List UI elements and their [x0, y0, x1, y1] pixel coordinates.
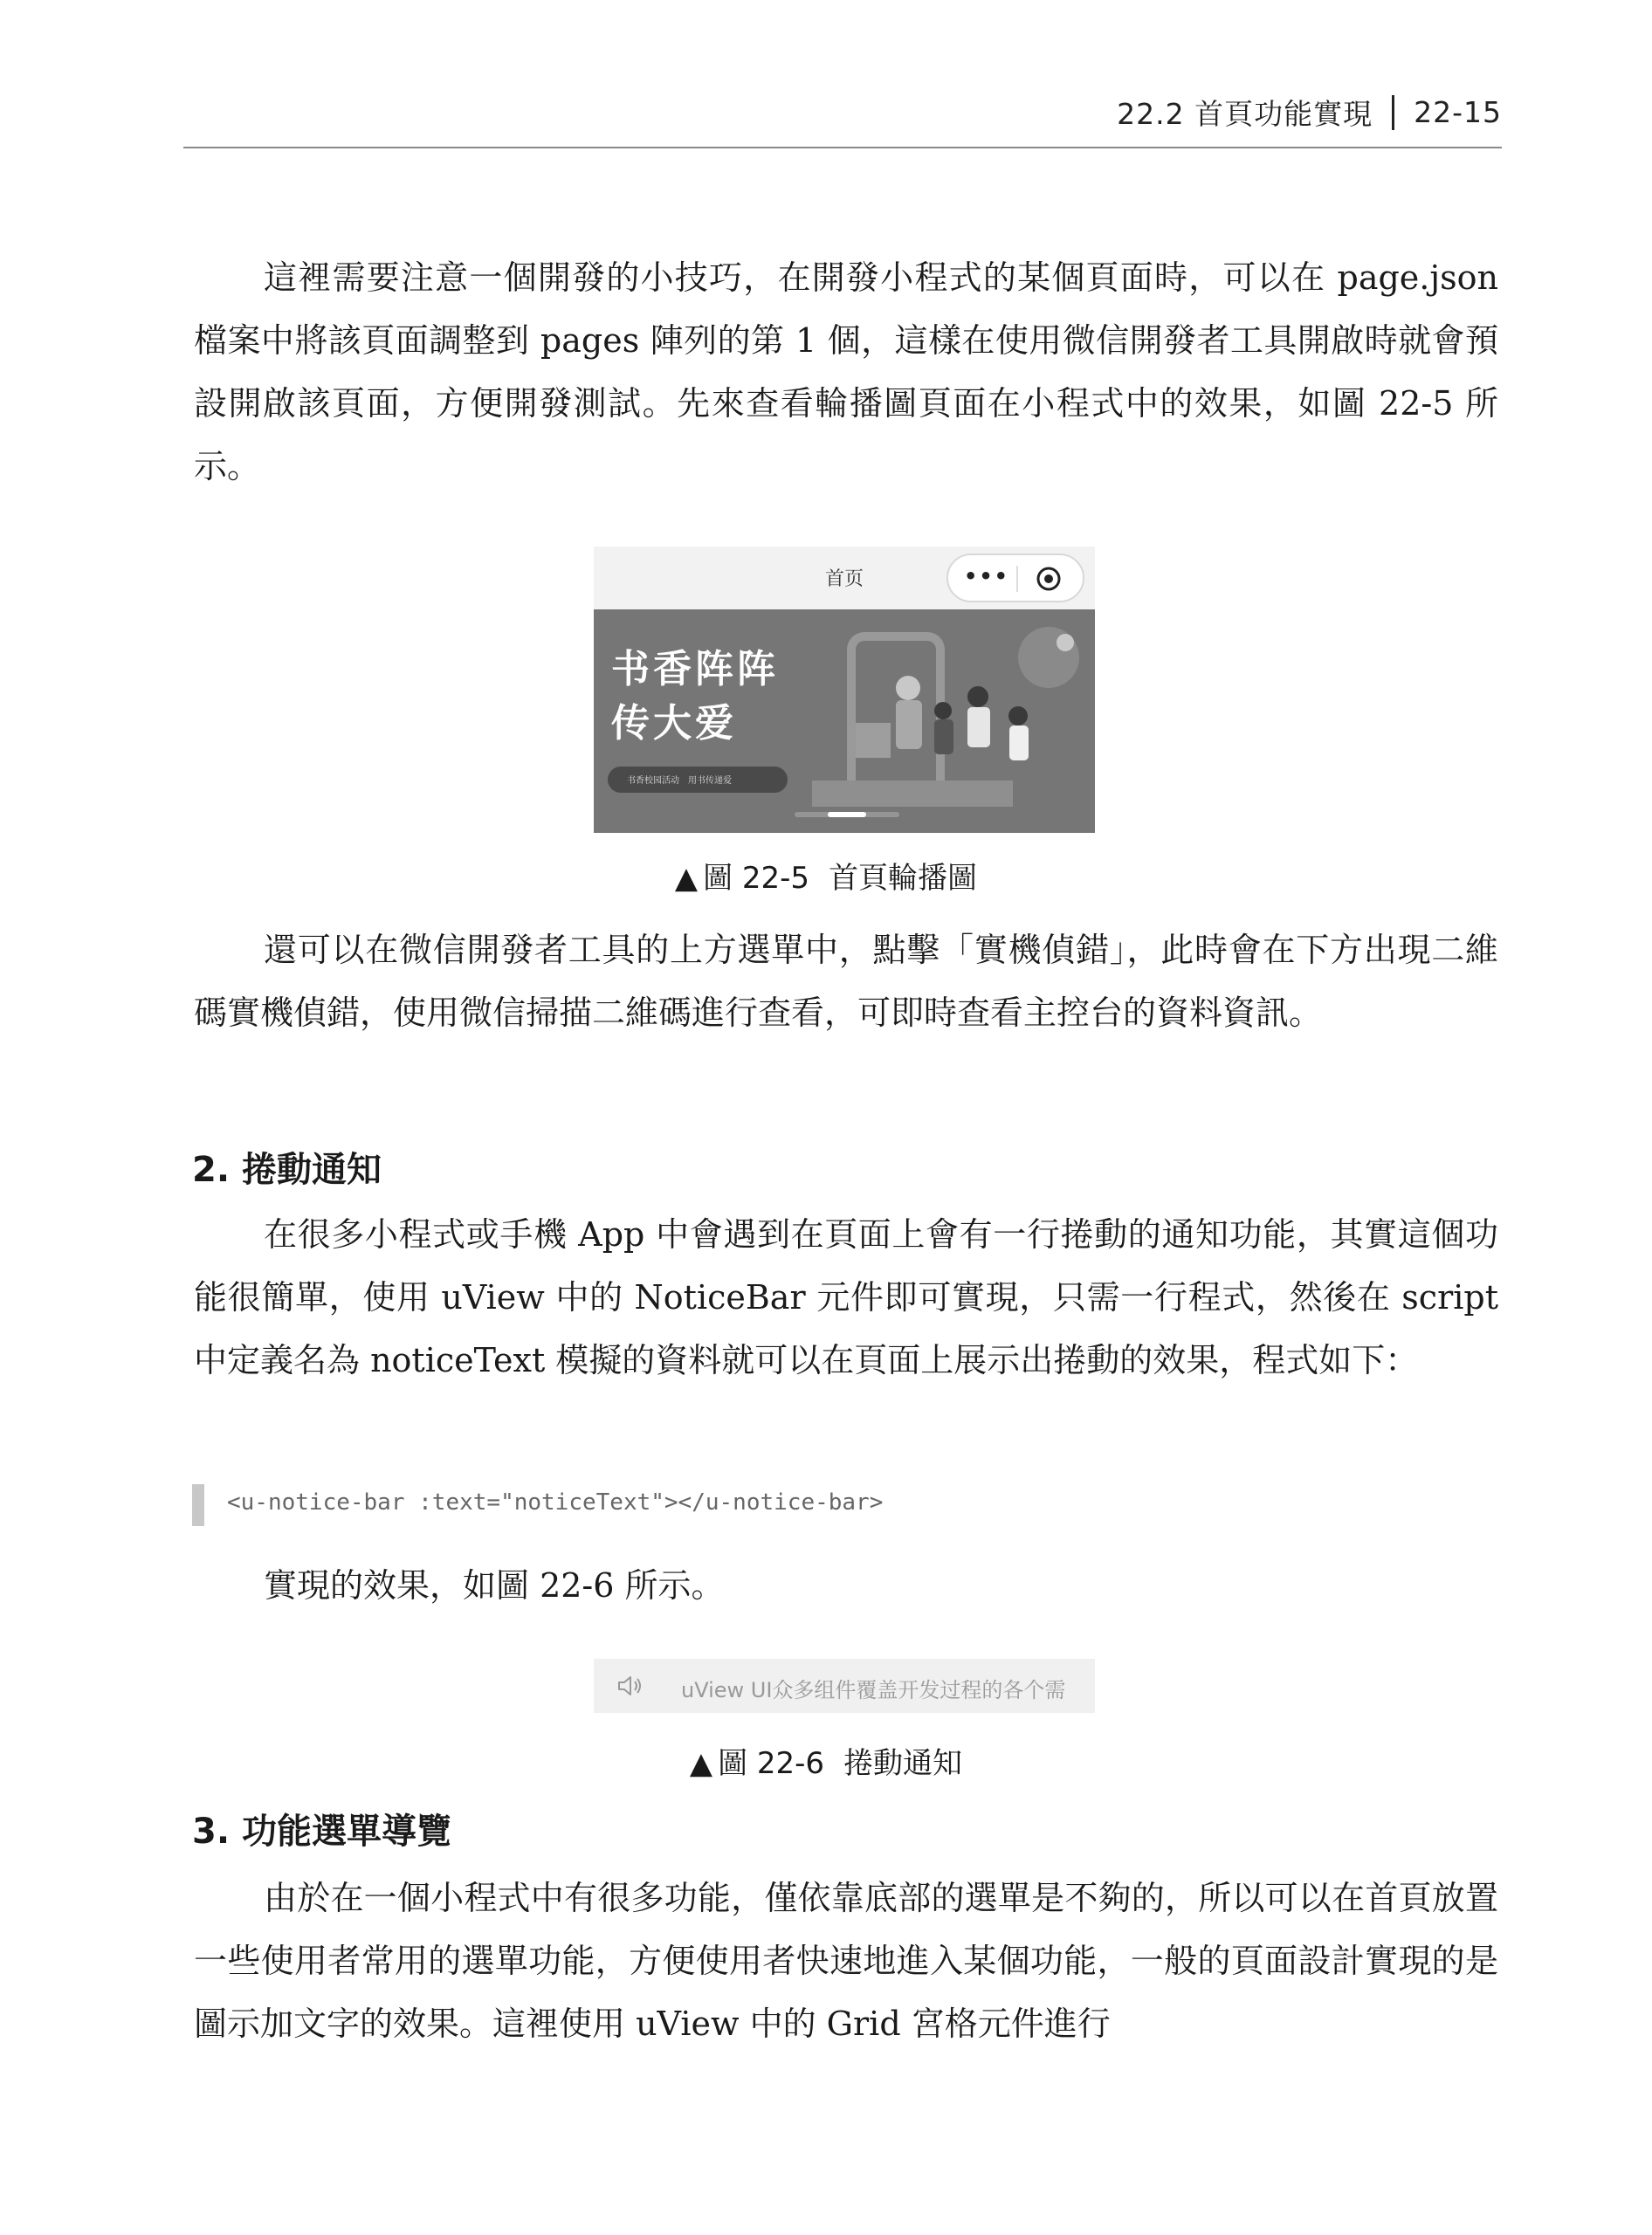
section-heading-notice: 2. 捲動通知 [192, 1150, 382, 1190]
paragraph-noticebar: 在很多小程式或手機 App 中會遇到在頁面上會有一行捲動的通知功能，其實這個功能很簡單，使用 uView 中的 NoticeBar 元件即可實現，只需一行程式，然後在 script 中定義名為 noticeText 模擬的資料就可以在頁面上展示出捲動的效果，程式如下： [194, 1215, 1498, 1379]
figure-carousel-screenshot [594, 547, 1095, 833]
caption-text: 首頁輪播圖 [829, 861, 978, 896]
paragraph-grid-menu: 由於在一個小程式中有很多功能，僅依靠底部的選單是不夠的，所以可以在首頁放置一些使用者常用的選單功能，方便使用者快速地進入某個功能，一般的頁面設計實現的是圖示加文字的效果。這裡使用 uView 中的 Grid 宮格元件進行 [194, 1879, 1498, 2043]
more-dots-icon: ••• [964, 564, 1010, 588]
paragraph-real-device-debug: 還可以在微信開發者工具的上方選單中，點擊「實機偵錯」，此時會在下方出現二維碼實機偵錯，使用微信掃描二維碼進行查看，可即時查看主控台的資料資訊。 [194, 931, 1498, 1032]
code-block [192, 1484, 1484, 1526]
navbar-title: 首页 [824, 568, 864, 590]
section-heading-menu-nav: 3. 功能選單導覽 [192, 1812, 451, 1852]
capsule-divider [1016, 566, 1018, 592]
caption-text: 捲動通知 [843, 1746, 963, 1781]
carousel-indicator[interactable] [795, 812, 899, 817]
banner-decor-dot [1057, 634, 1074, 651]
speaker-icon [616, 1674, 644, 1698]
paragraph-dev-tip: 這裡需要注意一個開發的小技巧，在開發小程式的某個頁面時，可以在 page.json 檔案中將該頁面調整到 pages 陣列的第 1 個，這樣在使用微信開發者工具開啟時就會預設開啟該頁面，方便開發測試。先來查看輪播圖頁面在小程式中的效果，如圖 22-5 所示。 [194, 258, 1498, 485]
banner-title-line1: 书香阵阵 [611, 647, 779, 691]
caption-triangle: ▲ [674, 861, 699, 896]
banner-tag-pill [608, 767, 788, 793]
navbar-capsule [946, 554, 1084, 602]
code-line: <u-notice-bar :text="noticeText"></u-notice-bar> [227, 1489, 884, 1516]
carousel-banner [594, 609, 1095, 833]
mini-program-navbar [594, 547, 1095, 609]
banner-people-illustration [856, 662, 1048, 793]
figure-caption-22-6 [0, 1739, 1652, 1782]
carousel-indicator-active [828, 812, 866, 817]
banner-title [611, 643, 779, 751]
paragraph-effect-ref: 實現的效果，如圖 22-6 所示。 [264, 1566, 725, 1605]
header-rule [183, 147, 1502, 148]
banner-tag-text: 书香校园活动 用书传递爱 [627, 776, 732, 786]
header-section-title: 22.2 首頁功能實現 [1117, 97, 1373, 131]
caption-triangle: ▲ [689, 1746, 713, 1781]
notice-text: uView UI众多组件覆盖开发过程的各个需 [681, 1678, 1066, 1702]
header-divider [1392, 95, 1394, 130]
close-target-icon [1036, 566, 1062, 592]
figure-noticebar-screenshot [594, 1659, 1095, 1713]
running-header [1117, 92, 1502, 133]
banner-title-line2: 传大爱 [611, 701, 737, 746]
caption-number: 圖 22-6 [718, 1746, 825, 1781]
figure-caption-22-5 [0, 854, 1652, 897]
header-page-number: 22-15 [1414, 95, 1502, 129]
code-block-marker [192, 1484, 204, 1526]
caption-number: 圖 22-5 [703, 861, 810, 896]
